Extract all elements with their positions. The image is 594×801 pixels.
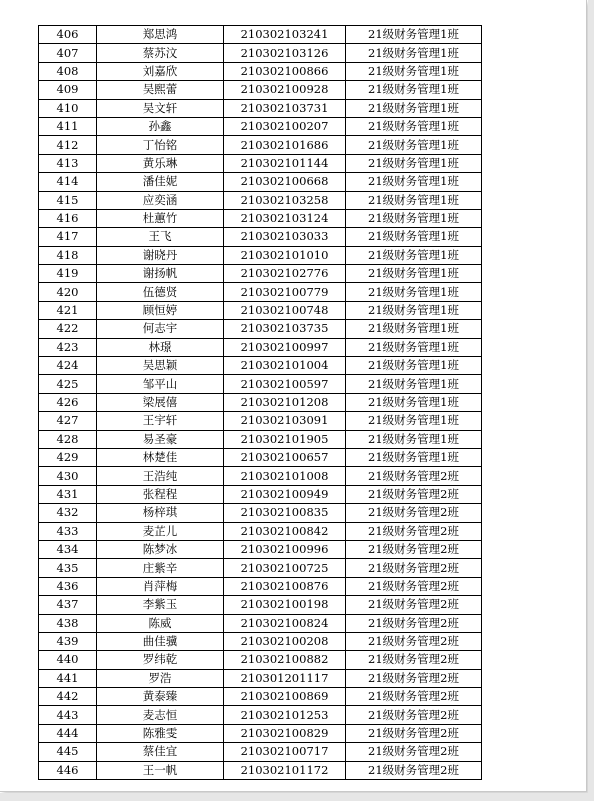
table-row [39,44,482,62]
table-row [39,504,482,522]
student-id-cell: 210302103124 [224,209,346,227]
table-row [39,357,482,375]
student-name-cell: 丁怡铭 [97,136,224,154]
student-name-cell: 何志宇 [97,320,224,338]
row-number-cell: 418 [39,246,97,264]
class-name-cell: 21级财务管理1班 [346,357,482,375]
student-name-cell: 杜蕙竹 [97,209,224,227]
row-number-cell: 432 [39,504,97,522]
class-name-cell: 21级财务管理1班 [346,26,482,44]
class-name-cell: 21级财务管理2班 [346,467,482,485]
student-name-cell: 谢晓丹 [97,246,224,264]
row-number-cell: 413 [39,154,97,172]
student-name-cell: 易圣豪 [97,430,224,448]
table-row [39,485,482,503]
student-name-cell: 刘嘉欣 [97,62,224,80]
class-name-cell: 21级财务管理1班 [346,228,482,246]
table-row [39,522,482,540]
student-id-cell: 210302100996 [224,540,346,558]
student-name-cell: 潘佳妮 [97,173,224,191]
class-name-cell: 21级财务管理2班 [346,504,482,522]
student-name-cell: 蔡佳宜 [97,743,224,761]
table-row [39,632,482,650]
class-name-cell: 21级财务管理1班 [346,117,482,135]
student-name-cell: 应奕涵 [97,191,224,209]
row-number-cell: 425 [39,375,97,393]
student-id-cell: 210302100842 [224,522,346,540]
student-id-cell: 210302101004 [224,357,346,375]
student-name-cell: 蔡苏汶 [97,44,224,62]
class-name-cell: 21级财务管理1班 [346,412,482,430]
student-id-cell: 210302100949 [224,485,346,503]
student-name-cell: 陈威 [97,614,224,632]
table-row [39,173,482,191]
table-row [39,448,482,466]
row-number-cell: 415 [39,191,97,209]
class-name-cell: 21级财务管理2班 [346,522,482,540]
student-id-cell: 210302100866 [224,62,346,80]
student-name-cell: 罗纬乾 [97,651,224,669]
student-name-cell: 伍德贤 [97,283,224,301]
row-number-cell: 438 [39,614,97,632]
table-row [39,577,482,595]
student-name-cell: 庄紫辛 [97,559,224,577]
class-name-cell: 21级财务管理1班 [346,246,482,264]
student-id-cell: 210302100668 [224,173,346,191]
student-id-cell: 210302100824 [224,614,346,632]
class-name-cell: 21级财务管理2班 [346,743,482,761]
class-name-cell: 21级财务管理1班 [346,448,482,466]
table-row [39,136,482,154]
row-number-cell: 427 [39,412,97,430]
row-number-cell: 434 [39,540,97,558]
row-number-cell: 446 [39,761,97,779]
student-name-cell: 罗浩 [97,669,224,687]
student-id-cell: 210302102776 [224,265,346,283]
student-id-cell: 210302101008 [224,467,346,485]
table-row [39,596,482,614]
row-number-cell: 424 [39,357,97,375]
student-id-cell: 210302100928 [224,81,346,99]
table-row [39,26,482,44]
row-number-cell: 411 [39,117,97,135]
student-name-cell: 王一帆 [97,761,224,779]
student-name-cell: 张程程 [97,485,224,503]
table-row [39,338,482,356]
row-number-cell: 407 [39,44,97,62]
student-name-cell: 麦芷儿 [97,522,224,540]
student-name-cell: 郑思鸿 [97,26,224,44]
student-name-cell: 林楚佳 [97,448,224,466]
class-name-cell: 21级财务管理1班 [346,283,482,301]
table-row [39,62,482,80]
student-id-cell: 210302100717 [224,743,346,761]
class-name-cell: 21级财务管理2班 [346,669,482,687]
class-name-cell: 21级财务管理2班 [346,485,482,503]
student-id-cell: 210302101172 [224,761,346,779]
viewer-background-bottom [0,793,594,801]
table-row [39,191,482,209]
table-row [39,743,482,761]
table-row [39,559,482,577]
class-name-cell: 21级财务管理2班 [346,614,482,632]
student-id-cell: 210302101208 [224,393,346,411]
student-name-cell: 陈梦冰 [97,540,224,558]
student-id-cell: 210302100835 [224,504,346,522]
student-id-cell: 210302101144 [224,154,346,172]
table-row [39,301,482,319]
table-row [39,688,482,706]
student-name-cell: 曲佳骥 [97,632,224,650]
student-name-cell: 吴文轩 [97,99,224,117]
row-number-cell: 444 [39,724,97,742]
student-name-cell: 黄泰臻 [97,688,224,706]
student-id-cell: 210302100997 [224,338,346,356]
student-name-cell: 顾恒婷 [97,301,224,319]
row-number-cell: 416 [39,209,97,227]
student-name-cell: 吴熙蕾 [97,81,224,99]
table-row [39,393,482,411]
class-name-cell: 21级财务管理1班 [346,375,482,393]
class-name-cell: 21级财务管理1班 [346,136,482,154]
student-name-cell: 杨梓琪 [97,504,224,522]
row-number-cell: 420 [39,283,97,301]
row-number-cell: 421 [39,301,97,319]
row-number-cell: 431 [39,485,97,503]
student-id-cell: 210302100208 [224,632,346,650]
student-id-cell: 210302103258 [224,191,346,209]
row-number-cell: 409 [39,81,97,99]
row-number-cell: 445 [39,743,97,761]
student-id-cell: 210302103735 [224,320,346,338]
student-id-cell: 210302103033 [224,228,346,246]
row-number-cell: 426 [39,393,97,411]
class-name-cell: 21级财务管理1班 [346,62,482,80]
student-roster-table [38,25,482,780]
student-id-cell: 210302101253 [224,706,346,724]
student-id-cell: 210302100725 [224,559,346,577]
table-row [39,375,482,393]
class-name-cell: 21级财务管理2班 [346,651,482,669]
table-row [39,467,482,485]
table-row [39,320,482,338]
class-name-cell: 21级财务管理1班 [346,393,482,411]
row-number-cell: 429 [39,448,97,466]
student-id-cell: 210302100829 [224,724,346,742]
student-name-cell: 王浩纯 [97,467,224,485]
table-row [39,651,482,669]
table-row [39,706,482,724]
student-id-cell: 210302100882 [224,651,346,669]
student-name-cell: 梁展僖 [97,393,224,411]
class-name-cell: 21级财务管理2班 [346,596,482,614]
row-number-cell: 406 [39,26,97,44]
student-id-cell: 210302103091 [224,412,346,430]
student-id-cell: 210302100748 [224,301,346,319]
student-name-cell: 肖萍梅 [97,577,224,595]
table-row [39,540,482,558]
row-number-cell: 440 [39,651,97,669]
student-name-cell: 孙鑫 [97,117,224,135]
row-number-cell: 410 [39,99,97,117]
row-number-cell: 443 [39,706,97,724]
student-name-cell: 吴思颖 [97,357,224,375]
student-name-cell: 邹平山 [97,375,224,393]
class-name-cell: 21级财务管理2班 [346,632,482,650]
table-row [39,154,482,172]
row-number-cell: 423 [39,338,97,356]
student-name-cell: 王宇轩 [97,412,224,430]
row-number-cell: 433 [39,522,97,540]
table-row [39,228,482,246]
student-id-cell: 210302101010 [224,246,346,264]
student-id-cell: 210302100597 [224,375,346,393]
row-number-cell: 408 [39,62,97,80]
class-name-cell: 21级财务管理1班 [346,209,482,227]
table-row [39,209,482,227]
row-number-cell: 442 [39,688,97,706]
student-name-cell: 谢扬帆 [97,265,224,283]
table-row [39,614,482,632]
row-number-cell: 428 [39,430,97,448]
class-name-cell: 21级财务管理1班 [346,44,482,62]
row-number-cell: 414 [39,173,97,191]
class-name-cell: 21级财务管理1班 [346,81,482,99]
row-number-cell: 412 [39,136,97,154]
class-name-cell: 21级财务管理1班 [346,430,482,448]
row-number-cell: 430 [39,467,97,485]
class-name-cell: 21级财务管理1班 [346,338,482,356]
student-name-cell: 麦志恒 [97,706,224,724]
table-row [39,412,482,430]
roster-body [39,26,482,780]
row-number-cell: 439 [39,632,97,650]
class-name-cell: 21级财务管理1班 [346,154,482,172]
student-id-cell: 210302100207 [224,117,346,135]
student-name-cell: 王飞 [97,228,224,246]
class-name-cell: 21级财务管理1班 [346,99,482,117]
table-row [39,246,482,264]
row-number-cell: 422 [39,320,97,338]
viewer-background [588,0,594,801]
class-name-cell: 21级财务管理1班 [346,191,482,209]
class-name-cell: 21级财务管理2班 [346,706,482,724]
student-id-cell: 210302101905 [224,430,346,448]
student-id-cell: 210302100779 [224,283,346,301]
student-id-cell: 210302100657 [224,448,346,466]
table-row [39,265,482,283]
class-name-cell: 21级财务管理2班 [346,577,482,595]
class-name-cell: 21级财务管理2班 [346,559,482,577]
table-row [39,81,482,99]
class-name-cell: 21级财务管理1班 [346,320,482,338]
student-id-cell: 210302100198 [224,596,346,614]
class-name-cell: 21级财务管理2班 [346,724,482,742]
student-id-cell: 210301201117 [224,669,346,687]
class-name-cell: 21级财务管理1班 [346,265,482,283]
row-number-cell: 441 [39,669,97,687]
table-row [39,724,482,742]
student-name-cell: 林璟 [97,338,224,356]
table-row [39,669,482,687]
table-row [39,283,482,301]
class-name-cell: 21级财务管理1班 [346,173,482,191]
class-name-cell: 21级财务管理2班 [346,688,482,706]
class-name-cell: 21级财务管理2班 [346,540,482,558]
student-id-cell: 210302103241 [224,26,346,44]
student-id-cell: 210302100869 [224,688,346,706]
row-number-cell: 436 [39,577,97,595]
student-id-cell: 210302103731 [224,99,346,117]
student-name-cell: 黄乐琳 [97,154,224,172]
table-row [39,761,482,779]
row-number-cell: 437 [39,596,97,614]
table-row [39,99,482,117]
row-number-cell: 435 [39,559,97,577]
student-id-cell: 210302101686 [224,136,346,154]
row-number-cell: 417 [39,228,97,246]
table-row [39,430,482,448]
student-name-cell: 陈雅雯 [97,724,224,742]
student-name-cell: 李紫玉 [97,596,224,614]
table-row [39,117,482,135]
class-name-cell: 21级财务管理1班 [346,301,482,319]
row-number-cell: 419 [39,265,97,283]
class-name-cell: 21级财务管理2班 [346,761,482,779]
student-id-cell: 210302103126 [224,44,346,62]
student-id-cell: 210302100876 [224,577,346,595]
